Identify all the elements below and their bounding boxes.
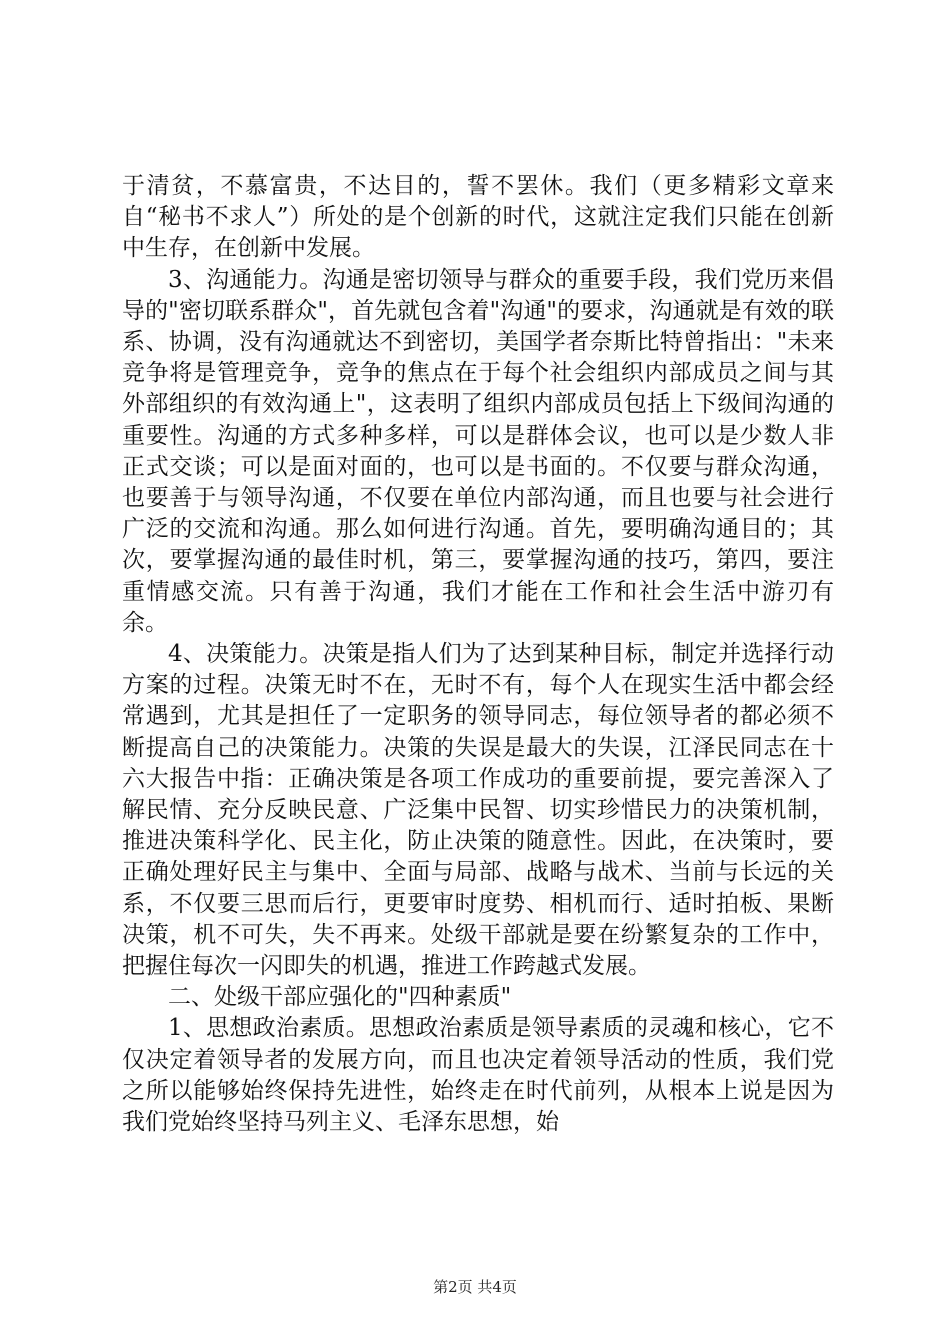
- paragraph-1: 于清贫，不慕富贵，不达目的，誓不罢休。我们（更多精彩文章来自“秘书不求人”）所处的是个创新的时代，这就注定我们只能在创新中生存，在创新中发展。: [122, 173, 834, 262]
- paragraph-2: 3、沟通能力。沟通是密切领导与群众的重要手段，我们党历来倡导的"密切联系群众"，首先就包含着"沟通"的要求，沟通就是有效的联系、协调，没有沟通就达不到密切，美国学者奈斯比特曾指出："未来竞争将是管理竞争，竞争的焦点在于每个社会组织内部成员之间与其外部组织的有效沟通上"，这表明了组织内部成员包括上下级间沟通的重要性。沟通的方式多种多样，可以是群体会议，也可以是少数人非正式交谈；可以是面对面的，也可以是书面的。不仅要与群众沟通，也要善于与领导沟通，不仅要在单位内部沟通，而且也要与社会进行广泛的交流和沟通。那么如何进行沟通。首先，要明确沟通目的；其次，要掌握沟通的最佳时机，第三，要掌握沟通的技巧，第四，要注重情感交流。只有善于沟通，我们才能在工作和社会生活中游刃有余。: [122, 266, 834, 636]
- document-body: [122, 171, 834, 1138]
- paragraph-3: 4、决策能力。决策是指人们为了达到某种目标，制定并选择行动方案的过程。决策无时不在，无时不有，每个人在现实生活中都会经常遇到，尤其是担任了一定职务的领导同志，每位领导者的都必须不断提高自己的决策能力。决策的失误是最大的失误，江泽民同志在十六大报告中指：正确决策是各项工作成功的重要前提，要完善深入了解民情、充分反映民意、广泛集中民智、切实珍惜民力的决策机制，推进决策科学化、民主化，防止决策的随意性。因此，在决策时，要正确处理好民主与集中、全面与局部、战略与战术、当前与长远的关系，不仅要三思而后行，更要审时度势、相机而行、适时拍板、果断决策，机不可失，失不再来。处级干部就是要在纷繁复杂的工作中，把握住每次一闪即失的机遇，推进工作跨越式发展。: [122, 641, 834, 980]
- paragraph-5: 1、思想政治素质。思想政治素质是领导素质的灵魂和核心，它不仅决定着领导者的发展方向，而且也决定着领导活动的性质，我们党之所以能够始终保持先进性，始终走在时代前列，从根本上说是因为我们党始终坚持马列主义、毛泽东思想，始: [122, 1015, 834, 1136]
- page-footer: 第2页 共4页: [433, 1278, 517, 1296]
- section-heading: 二、处级干部应强化的"四种素质": [168, 984, 512, 1011]
